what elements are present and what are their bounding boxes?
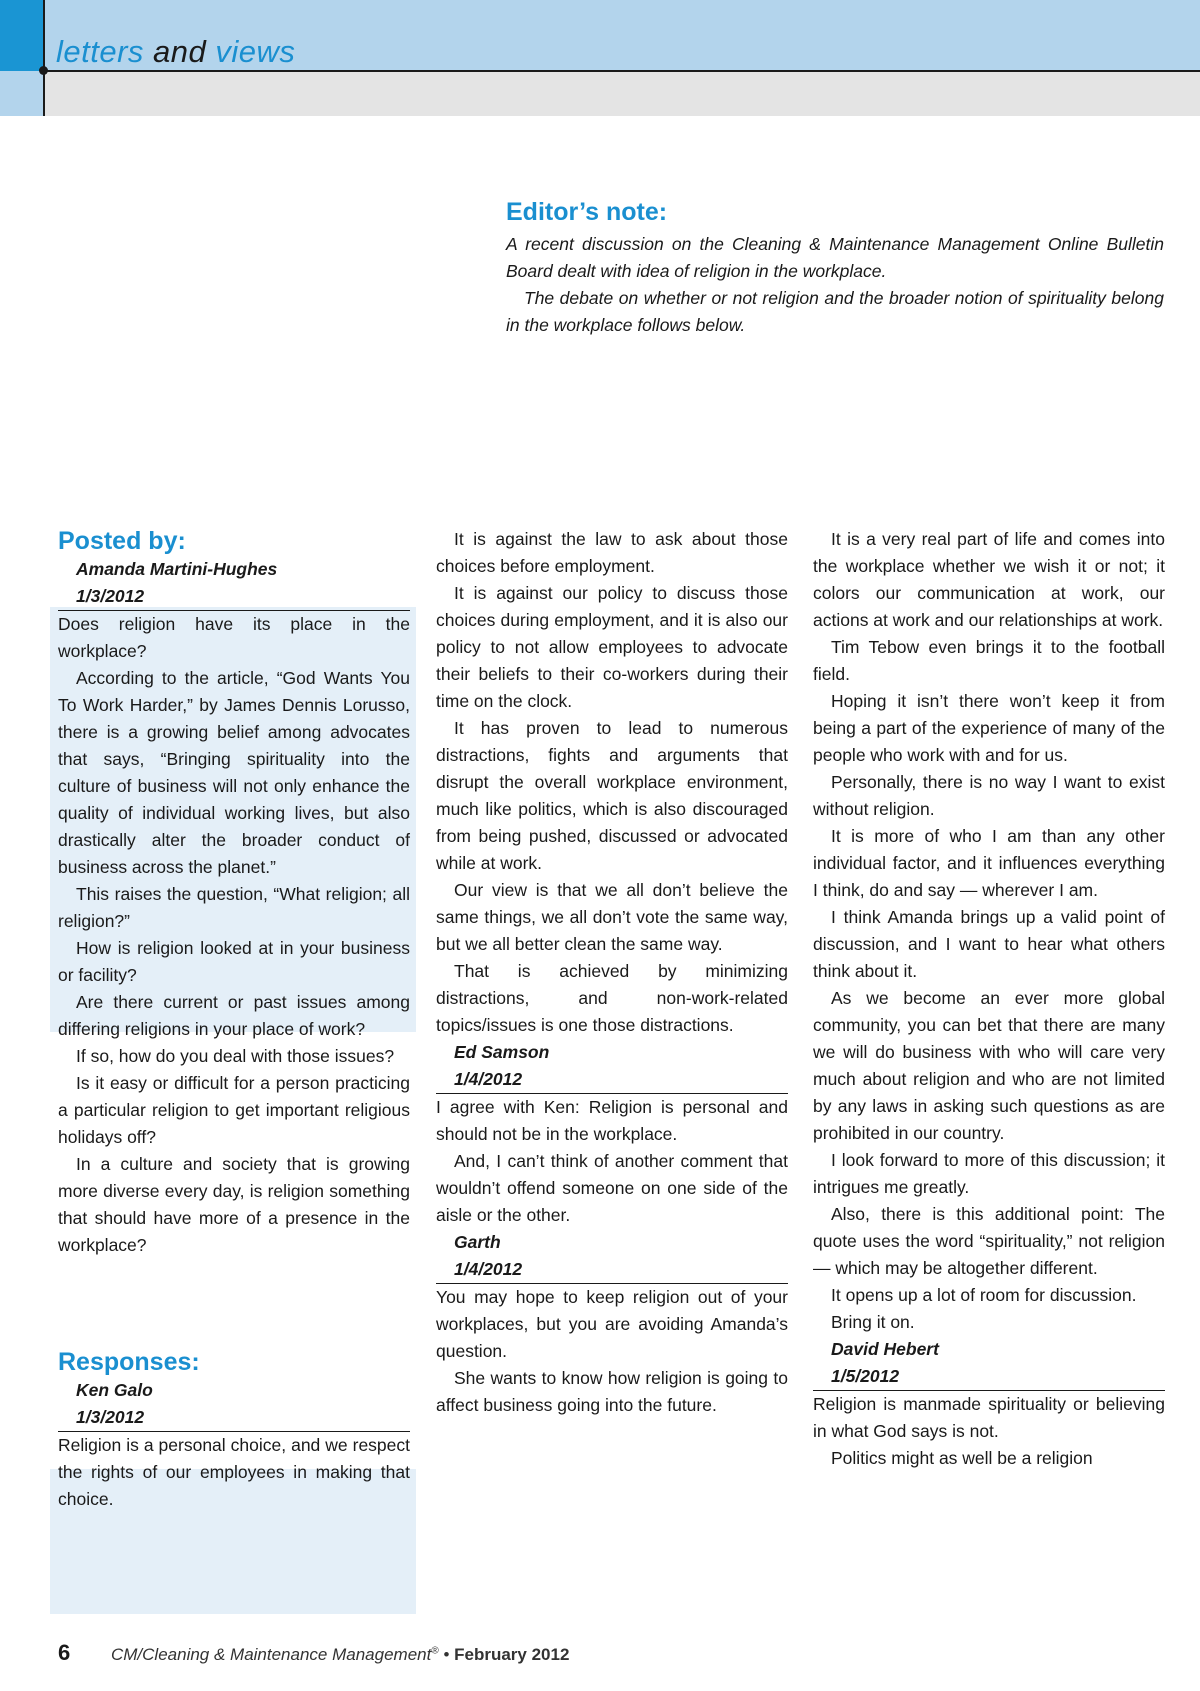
responses-heading: Responses: — [58, 1348, 200, 1376]
header-vertical-rule — [43, 0, 45, 116]
column-1 — [58, 526, 410, 1513]
response-paragraph: Politics might as well be a religion — [831, 1448, 1093, 1468]
post-date: 1/3/2012 — [58, 583, 410, 611]
post-paragraph: Is it easy or difficult for a person practicing a particular religion to get important religious holidays off? — [58, 1073, 410, 1147]
post-paragraph: Are there current or past issues among differing religions in your place of work? — [58, 992, 410, 1039]
column-3 — [813, 526, 1165, 1472]
section-title: letters and views — [56, 34, 296, 69]
response-paragraph: Religion is a personal choice, and we respect the rights of our employees in making that choice. — [58, 1435, 410, 1509]
response-date: 1/3/2012 — [58, 1404, 410, 1432]
editor-note — [506, 198, 1164, 339]
post-paragraph: Does religion have its place in the workplace? — [58, 614, 410, 661]
response-paragraph: Hoping it isn’t there won’t keep it from being a part of the experience of many of the people who work with and for us. — [813, 691, 1165, 765]
response-date: 1/4/2012 — [436, 1256, 788, 1284]
response-author: Garth — [454, 1232, 501, 1252]
response-paragraph: And, I can’t think of another comment that wouldn’t offend someone on one side of the aisle or the other. — [436, 1151, 788, 1225]
header-tab-accent — [0, 0, 44, 71]
response-paragraph: It is against the law to ask about those choices before employment. — [436, 529, 788, 576]
registered-mark: ® — [431, 1645, 439, 1657]
response-paragraph: I look forward to more of this discussion; it intrigues me greatly. — [813, 1150, 1165, 1197]
header-rule-dot — [39, 66, 48, 75]
footer-bullet: • — [443, 1645, 450, 1664]
response-paragraph: It is a very real part of life and comes into the workplace whether we wish it or not; it colors our communication at work, our actions at work and our relationships at work. — [813, 529, 1165, 630]
editor-note-paragraph: A recent discussion on the Cleaning & Maintenance Management Online Bulletin Board dealt with idea of religion in the workplace. — [506, 234, 1164, 281]
posted-by-heading: Posted by: — [58, 527, 186, 555]
header-lower-band — [0, 71, 1200, 116]
response-paragraph: As we become an ever more global community, you can bet that there are many we will do business with who will care very much about religion and who are not limited by any laws in asking such questions as are prohibited in our country. — [813, 988, 1165, 1143]
column-2 — [436, 526, 788, 1419]
response-author: Ed Samson — [454, 1042, 550, 1062]
response-paragraph: Also, there is this additional point: The quote uses the word “spirituality,” not religion — which may be altogether different. — [813, 1204, 1165, 1278]
response-author: Ken Galo — [76, 1380, 153, 1400]
post-paragraph: How is religion looked at in your business or facility? — [58, 938, 410, 985]
response-paragraph: You may hope to keep religion out of your workplaces, but you are avoiding Amanda’s question. — [436, 1287, 788, 1361]
post-paragraph: If so, how do you deal with those issues? — [76, 1046, 395, 1066]
response-paragraph: It opens up a lot of room for discussion. — [831, 1285, 1137, 1305]
post-paragraph: In a culture and society that is growing more diverse every day, is religion something that should have more of a presence in the workplace? — [58, 1154, 410, 1255]
post-paragraph: According to the article, “God Wants You To Work Harder,” by James Dennis Lorusso, there is a growing belief among advocates that says, “Bringing spirituality into the culture of business will not only enhance the quality of individual working lives, but also drastically alter the broader conduct of business across the planet.” — [58, 668, 410, 877]
header-horizontal-rule — [43, 70, 1200, 72]
publication-name: CM/Cleaning & Maintenance Management — [110, 1645, 432, 1664]
response-paragraph: It has proven to lead to numerous distractions, fights and arguments that disrupt the overall workplace environment, much like politics, which is also discouraged from being pushed, discussed or advocated while at work. — [436, 718, 788, 873]
response-paragraph: Religion is manmade spirituality or believing in what God says is not. — [813, 1394, 1165, 1441]
response-paragraph: Personally, there is no way I want to exist without religion. — [813, 772, 1165, 819]
post-paragraph: This raises the question, “What religion; all religion?” — [58, 884, 410, 931]
page-number: 6 — [58, 1640, 71, 1665]
response-date: 1/5/2012 — [813, 1363, 1165, 1391]
editor-note-paragraph: The debate on whether or not religion and the broader notion of spirituality belong in the workplace follows below. — [506, 288, 1164, 335]
editor-note-heading: Editor’s note: — [506, 198, 668, 226]
response-paragraph: That is achieved by minimizing distractions, and non-work-related topics/issues is one those distractions. — [436, 961, 788, 1035]
response-paragraph: Bring it on. — [831, 1312, 915, 1332]
response-paragraph: She wants to know how religion is going to affect business going into the future. — [436, 1368, 788, 1415]
response-paragraph: I agree with Ken: Religion is personal and should not be in the workplace. — [436, 1097, 788, 1144]
response-paragraph: Our view is that we all don’t believe the same things, we all don’t vote the same way, but we all better clean the same way. — [436, 880, 788, 954]
response-paragraph: It is against our policy to discuss those choices during employment, and it is also our policy to not allow employees to advocate their beliefs to their co-workers during their time on the clock. — [436, 583, 788, 711]
response-paragraph: Tim Tebow even brings it to the football field. — [813, 637, 1165, 684]
issue-date: February 2012 — [454, 1645, 570, 1664]
page-footer — [58, 1640, 1158, 1666]
response-paragraph: It is more of who I am than any other individual factor, and it influences everything I think, do and say — wherever I am. — [813, 826, 1165, 900]
response-author: David Hebert — [831, 1339, 939, 1359]
response-date: 1/4/2012 — [436, 1066, 788, 1094]
post-author: Amanda Martini-Hughes — [76, 559, 278, 579]
header-tab-lower — [0, 71, 44, 116]
response-paragraph: I think Amanda brings up a valid point of discussion, and I want to hear what others think about it. — [813, 907, 1165, 981]
